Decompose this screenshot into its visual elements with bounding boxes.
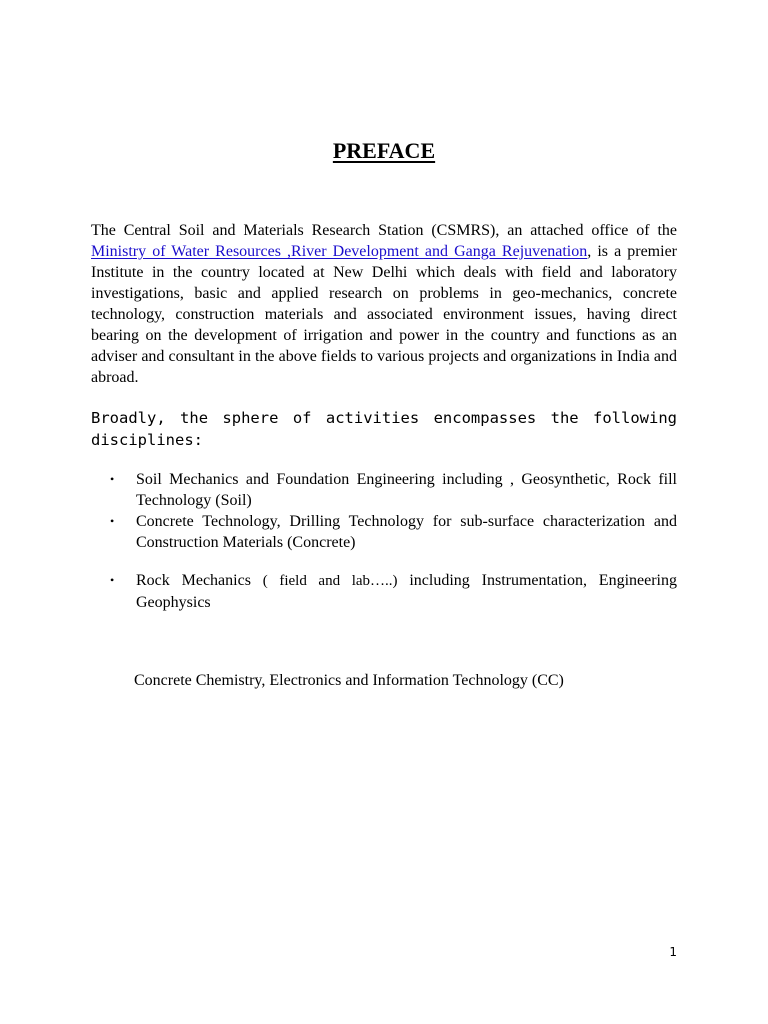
ministry-link[interactable]: Ministry of Water Resources ,River Development and Ganga Rejuvenation: [91, 243, 588, 260]
sphere-heading: Broadly, the sphere of activities encompasses the following disciplines:: [91, 409, 677, 449]
intro-text-end: , is a premier Institute in the country located at New Delhi which deals with field and laboratory investigations, basic and applied research on problems in geo-mechanics, concrete technology, construction materials and associated environment issues, having direct bearing on the development of irrigation and power in the country and functions as an adviser and consultant in the above fields to various projects and organizations in India and abroad.: [91, 243, 678, 386]
field-and-lab-note: ( field and lab…..): [262, 573, 398, 589]
intro-text-start: The Central Soil and Materials Research Station (CSMRS), an attached office of the: [91, 222, 677, 239]
list-item-text: Concrete Technology, Drilling Technology for sub-surface characterization and Construction Materials (Concrete): [136, 513, 677, 551]
bullet-icon: •: [110, 472, 115, 486]
list-item-text-start: Rock Mechanics: [136, 572, 263, 589]
page-title-text: PREFACE: [332, 138, 436, 163]
page-title: [0, 137, 768, 165]
list-item: [110, 469, 677, 511]
page-number: 1: [669, 945, 677, 959]
list-item-text: Soil Mechanics and Foundation Engineering including , Geosynthetic, Rock fill Technology (Soil): [136, 471, 677, 509]
list-item: [110, 511, 677, 553]
intro-paragraph: [91, 220, 677, 388]
list-item: [110, 570, 677, 613]
list-item-text-end: including Instrumentation, Engineering Geophysics: [136, 572, 677, 611]
bullet-icon: •: [110, 514, 115, 528]
bullet-icon: •: [110, 573, 115, 587]
disciplines-list: [110, 469, 677, 613]
extra-discipline: Concrete Chemistry, Electronics and Information Technology (CC): [134, 672, 564, 689]
